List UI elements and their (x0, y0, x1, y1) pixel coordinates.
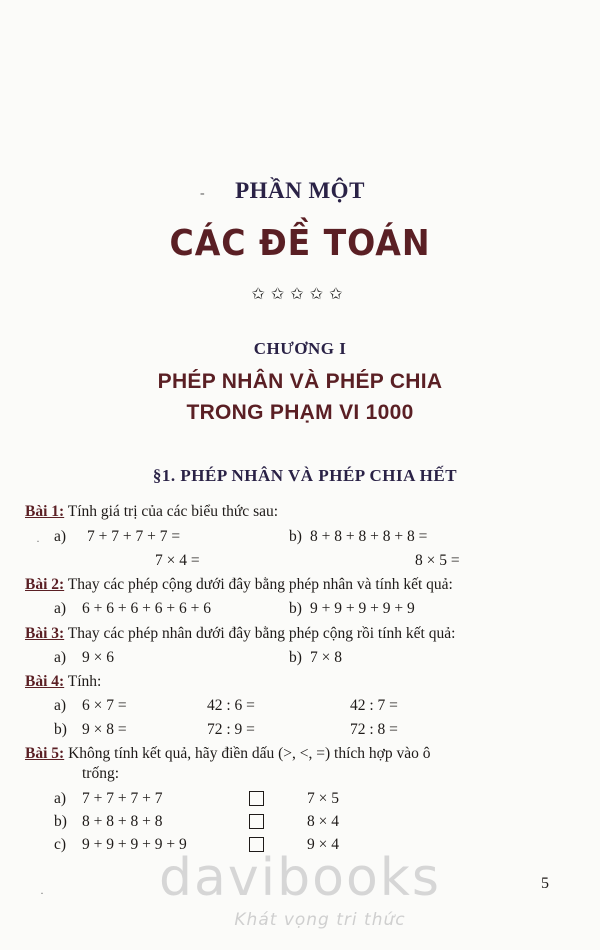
exercise-3-a-expression: 9 × 6 (82, 649, 114, 666)
scan-speck: · (36, 534, 40, 548)
exercise-3-a-label: a) (54, 649, 67, 666)
exercise-4-a1: 6 × 7 = (82, 697, 127, 714)
exercise-5-a-left: 7 + 7 + 7 + 7 (82, 790, 163, 807)
watermark-brand: davibooks (159, 848, 441, 908)
exercise-1-a-expression-2: 7 × 4 = (155, 552, 200, 569)
exercise-4-b2: 72 : 9 = (207, 721, 255, 738)
exercise-4-b3: 72 : 8 = (350, 721, 398, 738)
exercise-2-b-label: b) (289, 600, 302, 617)
page-number: 5 (541, 875, 549, 892)
exercise-4-a2: 42 : 6 = (207, 697, 255, 714)
section-title: §1. PHÉP NHÂN VÀ PHÉP CHIA HẾT (152, 466, 458, 485)
exercise-5-prompt (25, 745, 431, 763)
exercise-1-text: Tính giá trị của các biểu thức sau: (64, 503, 279, 520)
exercise-5-label: Bài 5: (25, 745, 65, 762)
exercise-2-prompt (25, 576, 453, 594)
exercise-4-b-label: b) (54, 721, 67, 738)
exercise-3-prompt (25, 625, 455, 643)
answer-box-b[interactable] (249, 814, 264, 829)
exercise-5-text-line-2: trống: (82, 765, 120, 782)
watermark-slogan: Khát vọng tri thức (234, 910, 406, 930)
exercise-1-prompt (25, 503, 278, 521)
exercise-3-text: Thay các phép nhân dưới đây bằng phép cộng rồi tính kết quả: (64, 625, 456, 642)
exercise-5-text: Không tính kết quả, hãy điền dấu (>, <, =) thích hợp vào ô (64, 745, 431, 762)
exercise-3-b-label: b) (289, 649, 302, 666)
decorative-dash: - (200, 186, 205, 201)
exercise-4-a3: 42 : 7 = (350, 697, 398, 714)
exercise-4-text: Tính: (64, 673, 102, 690)
exercise-5-c-right: 9 × 4 (307, 836, 339, 853)
exercise-3-b-expression: 7 × 8 (310, 649, 342, 666)
exercise-1-b-expression: 8 + 8 + 8 + 8 + 8 = (310, 528, 428, 545)
stars-ornament-icon: ✩✩✩✩✩ (251, 286, 349, 303)
exercise-5-b-right: 8 × 4 (307, 813, 339, 830)
exercise-2-label: Bài 2: (25, 576, 65, 593)
chapter-title-line-1: PHÉP NHÂN VÀ PHÉP CHIA (157, 370, 443, 393)
exercise-4-prompt (25, 673, 101, 691)
exercise-2-a-label: a) (54, 600, 67, 617)
exercise-1-b-expression-2: 8 × 5 = (415, 552, 460, 569)
exercise-5-b-left: 8 + 8 + 8 + 8 (82, 813, 163, 830)
main-title: CÁC ĐỀ TOÁN (169, 223, 431, 264)
chapter-label: CHƯƠNG I (253, 339, 347, 358)
exercise-1-a-label: a) (54, 528, 67, 545)
exercise-4-label: Bài 4: (25, 673, 65, 690)
exercise-1-b-label: b) (289, 528, 302, 545)
exercise-4-a-label: a) (54, 697, 67, 714)
exercise-1-a-expression: 7 + 7 + 7 + 7 = (87, 528, 181, 545)
exercise-4-b1: 9 × 8 = (82, 721, 127, 738)
exercise-3-label: Bài 3: (25, 625, 65, 642)
chapter-title-line-2: TRONG PHẠM VI 1000 (186, 401, 414, 424)
exercise-1-label: Bài 1: (25, 503, 65, 520)
exercise-5-a-right: 7 × 5 (307, 790, 339, 807)
exercise-5-c-left: 9 + 9 + 9 + 9 + 9 (82, 836, 187, 853)
exercise-2-a-expression: 6 + 6 + 6 + 6 + 6 + 6 (82, 600, 211, 617)
scan-speck: · (40, 886, 44, 900)
exercise-2-b-expression: 9 + 9 + 9 + 9 + 9 (310, 600, 415, 617)
answer-box-a[interactable] (249, 791, 264, 806)
exercise-5-c-label: c) (54, 836, 67, 853)
exercise-5-b-label: b) (54, 813, 67, 830)
part-heading: PHẦN MỘT (235, 178, 365, 203)
exercise-5-a-label: a) (54, 790, 67, 807)
exercise-2-text: Thay các phép cộng dưới đây bằng phép nhân và tính kết quả: (64, 576, 453, 593)
